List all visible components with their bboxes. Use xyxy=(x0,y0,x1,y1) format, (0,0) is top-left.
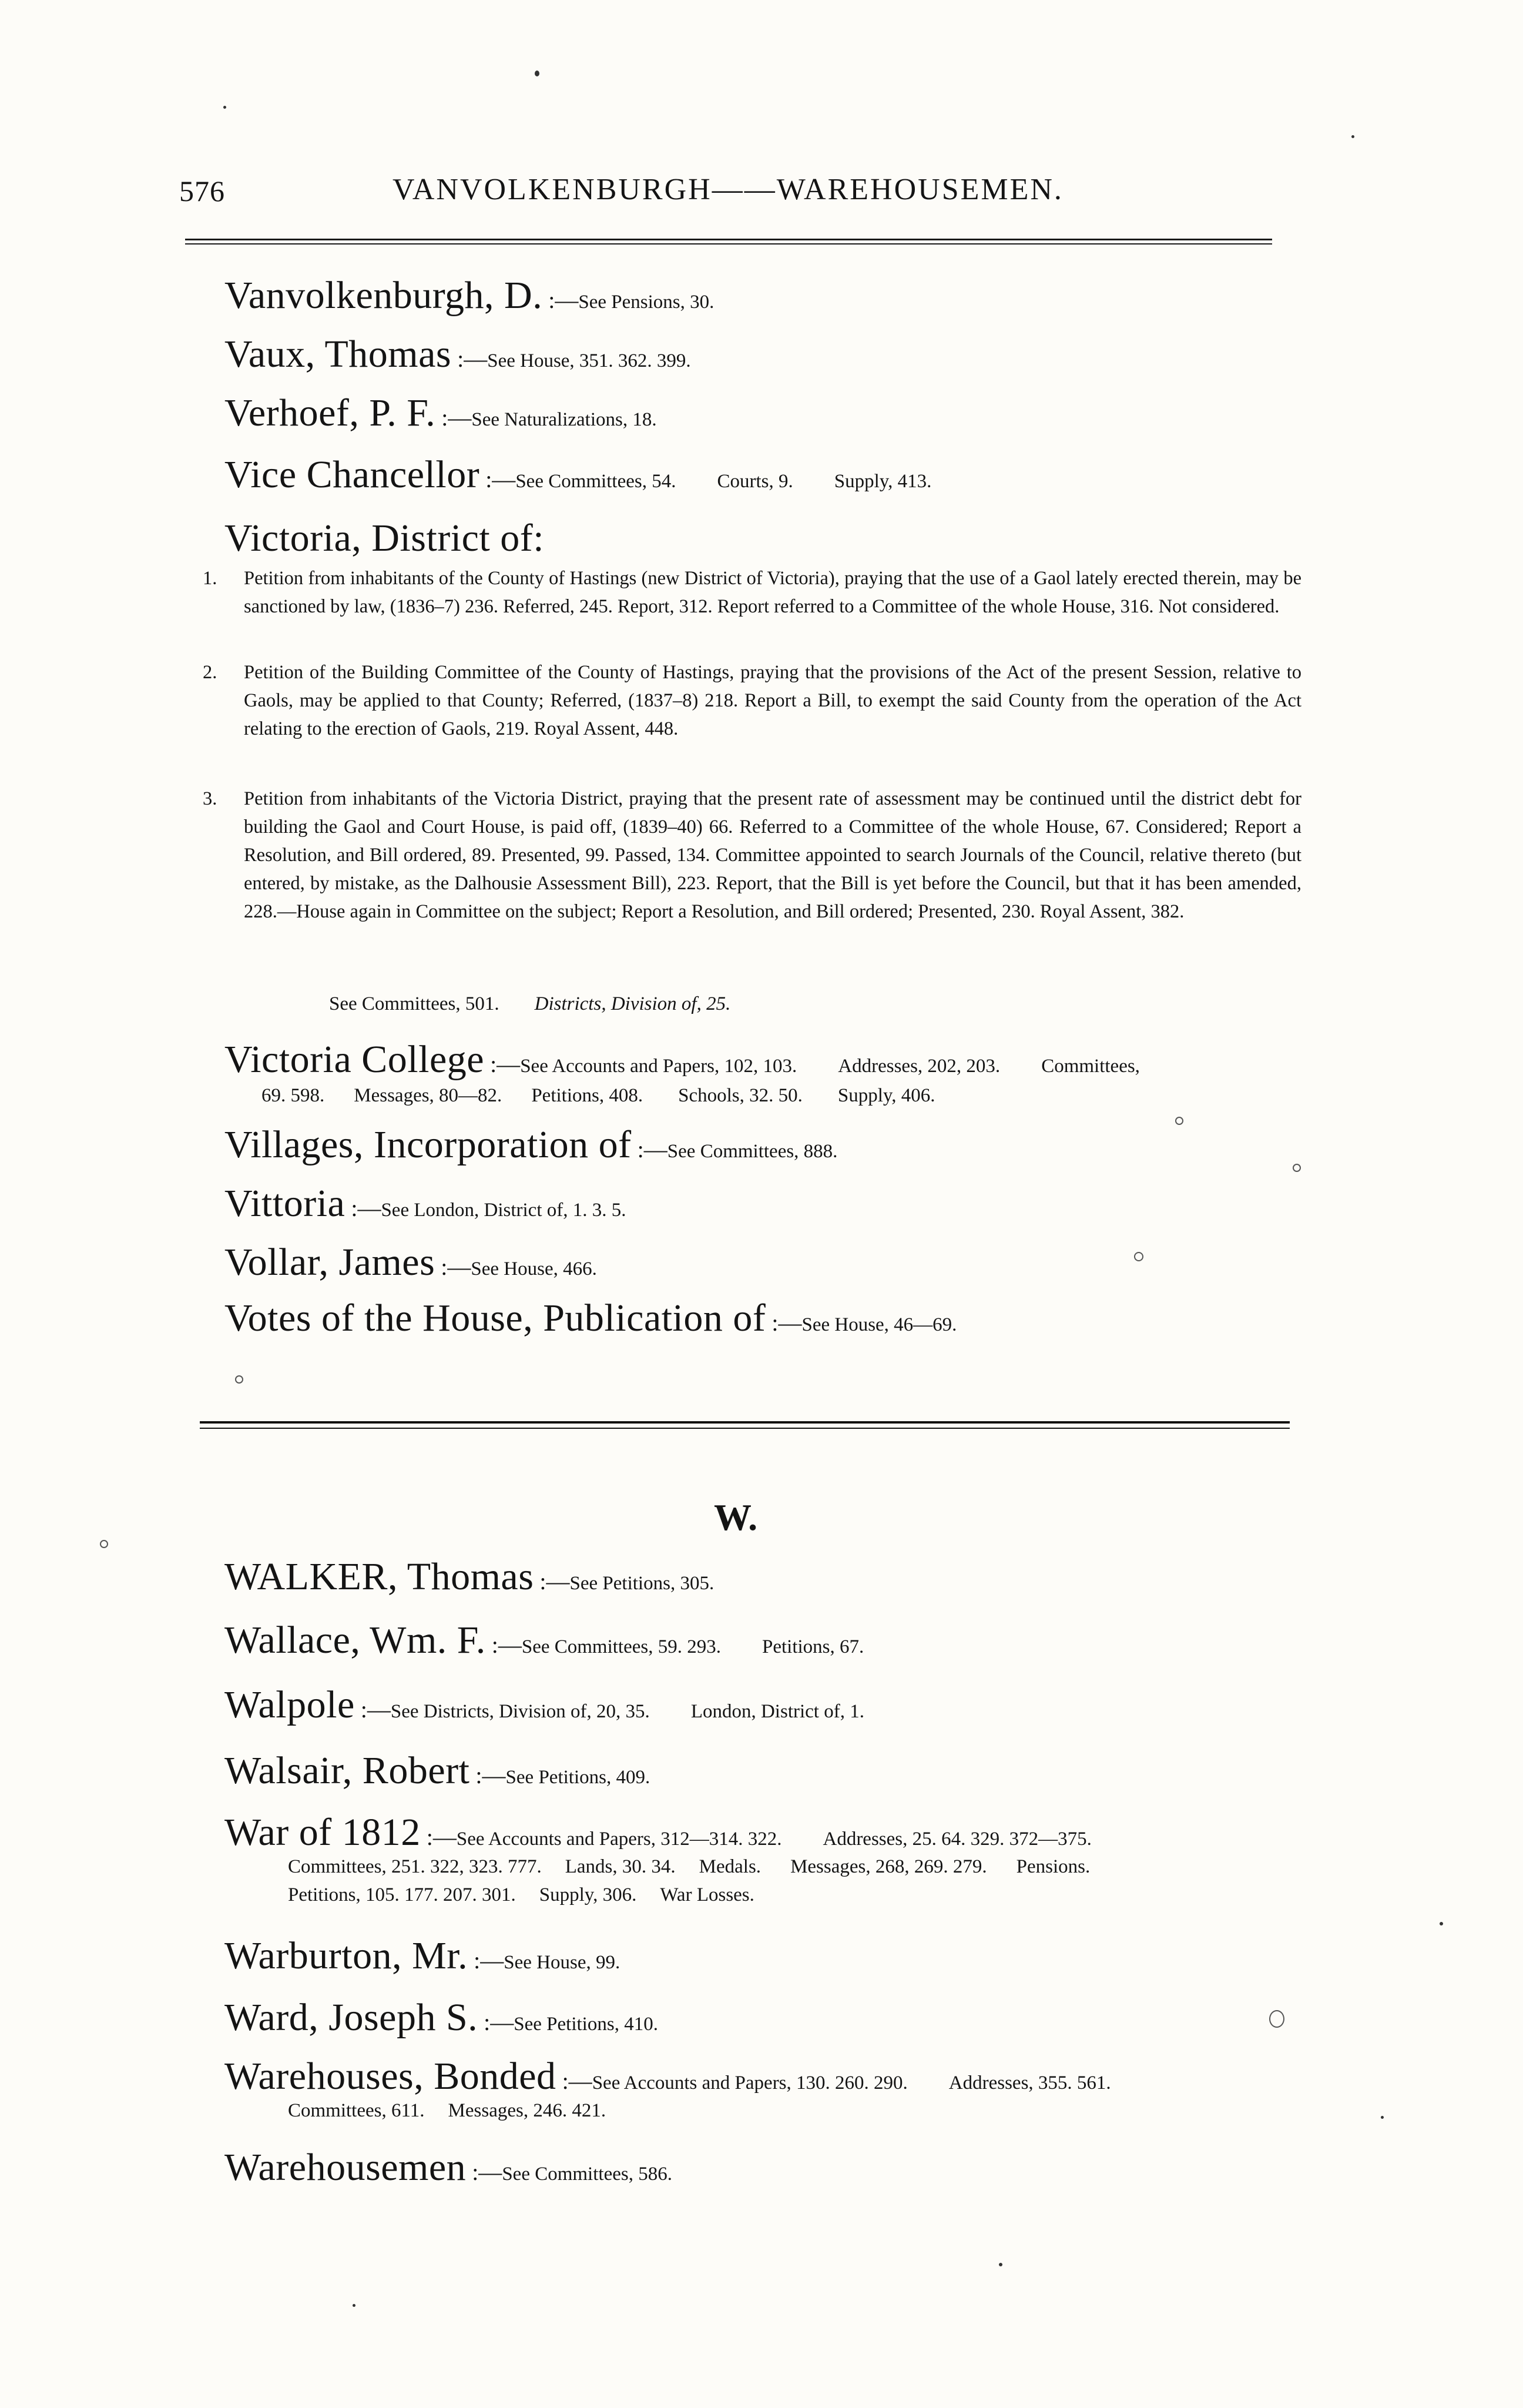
index-entry: Ward, Joseph S. :—See Petitions, 410. xyxy=(224,1996,658,2039)
entry-refs: See House, 46—69. xyxy=(801,1314,957,1335)
entry-term: Verhoef, P. F. xyxy=(224,391,436,434)
section-letter: W. xyxy=(714,1496,758,1538)
entry-refs: Messages, 268, 269. 279. xyxy=(790,1856,987,1877)
entry-term: Vaux, Thomas xyxy=(224,333,452,376)
entry-refs: Addresses, 202, 203. xyxy=(838,1056,1001,1077)
index-entry: Warburton, Mr. :—See House, 99. xyxy=(224,1934,620,1977)
entry-term: Walsair, Robert xyxy=(224,1749,470,1792)
page-number: 576 xyxy=(179,175,225,207)
entry-refs: See London, District of, 1. 3. 5. xyxy=(381,1200,626,1221)
index-entry: War of 1812 :—See Accounts and Papers, 312—314. 322. Addresses, 25. 64. 329. 372—375. xyxy=(224,1811,1092,1854)
entry-refs: See Committees, 59. 293. xyxy=(521,1636,721,1657)
entry-refs: 69. 598. xyxy=(261,1085,325,1106)
entry-refs: Petitions, 105. 177. 207. 301. xyxy=(288,1884,516,1905)
entry-term: Warehousemen xyxy=(224,2146,467,2189)
entry-refs: See Naturalizations, 18. xyxy=(471,409,657,430)
entry-refs: See Pensions, 30. xyxy=(578,292,714,313)
index-entry: Vanvolkenburgh, D. :—See Pensions, 30. xyxy=(224,274,714,317)
see-ref: Districts, Division of, 25. xyxy=(534,993,731,1014)
running-head: VANVOLKENBURGH——WAREHOUSEMEN. xyxy=(393,173,1064,206)
entry-term: Ward, Joseph S. xyxy=(224,1996,478,2039)
entry-refs: Courts, 9. xyxy=(717,471,793,492)
entry-term: Villages, Incorporation of xyxy=(224,1123,632,1166)
entry-refs: Addresses, 355. 561. xyxy=(948,2072,1111,2094)
index-entry: Warehouses, Bonded :—See Accounts and Papers, 130. 260. 290. Addresses, 355. 561. xyxy=(224,2055,1111,2098)
entry-refs: Schools, 32. 50. xyxy=(678,1085,803,1106)
entry-continuation xyxy=(288,2101,606,2121)
entry-term: Wallace, Wm. F. xyxy=(224,1619,486,1662)
entry-refs: See House, 99. xyxy=(504,1952,620,1973)
entry-refs: Messages, 80—82. xyxy=(354,1085,502,1106)
entry-refs: Supply, 306. xyxy=(539,1884,637,1905)
paper-speck xyxy=(1440,1922,1443,1925)
entry-refs: See Accounts and Papers, 130. 260. 290. xyxy=(592,2072,908,2094)
entry-continuation xyxy=(288,1885,754,1905)
entry-term: War of 1812 xyxy=(224,1811,421,1854)
entry-refs: See Committees, 54. xyxy=(515,471,676,492)
entry-term: Vittoria xyxy=(224,1182,345,1225)
paper-speck xyxy=(235,1375,243,1384)
entry-refs: See House, 351. 362. 399. xyxy=(487,350,691,371)
numbered-paragraph xyxy=(203,785,1301,926)
paragraph-number: 2. xyxy=(203,662,217,683)
index-entry: Vaux, Thomas :—See House, 351. 362. 399. xyxy=(224,333,691,376)
entry-refs: See Committees, 586. xyxy=(502,2163,672,2185)
index-entry: Walpole :—See Districts, Division of, 20, 35. London, District of, 1. xyxy=(224,1683,864,1726)
paper-speck xyxy=(1175,1117,1183,1125)
entry-term: Victoria College xyxy=(224,1038,485,1081)
entry-refs: Supply, 413. xyxy=(834,471,932,492)
entry-term: Warburton, Mr. xyxy=(224,1934,468,1977)
paper-speck xyxy=(1134,1252,1143,1261)
paper-speck xyxy=(1381,2116,1384,2119)
entry-term: WALKER, Thomas xyxy=(224,1555,534,1598)
entry-refs: See Petitions, 409. xyxy=(505,1767,650,1788)
paper-speck xyxy=(535,71,539,76)
entry-refs: See Accounts and Papers, 312—314. 322. xyxy=(456,1828,782,1850)
see-ref: See Committees, 501. xyxy=(329,993,499,1014)
entry-refs: Messages, 246. 421. xyxy=(448,2100,606,2121)
entry-refs: London, District of, 1. xyxy=(690,1701,864,1722)
entry-refs: See House, 466. xyxy=(471,1258,597,1280)
index-entry: Vice Chancellor :—See Committees, 54. Courts, 9. Supply, 413. xyxy=(224,453,932,496)
paper-speck xyxy=(1269,2010,1284,2028)
paragraph-text: Petition from inhabitants of the County of Hastings (new District of Victoria), praying that the use of a Gaol lately erected therein, may be sanctioned by law, (1836–7) 236. Referred, 245. Report, 312. Report referred to a Committee of the whole House, 316. Not considered. xyxy=(244,568,1301,617)
index-entry: Victoria College :—See Accounts and Papers, 102, 103. Addresses, 202, 203. Committees, xyxy=(224,1038,1140,1081)
entry-refs: Lands, 30. 34. xyxy=(565,1856,676,1877)
entry-refs: Supply, 406. xyxy=(837,1085,935,1106)
paper-speck xyxy=(1293,1164,1301,1172)
entry-refs: War Losses. xyxy=(660,1884,754,1905)
entry-term: Vice Chancellor xyxy=(224,453,480,496)
section-divider xyxy=(200,1421,1290,1429)
entry-refs: See Petitions, 305. xyxy=(569,1573,714,1594)
entry-refs: Pensions. xyxy=(1016,1856,1091,1877)
entry-refs: Addresses, 25. 64. 329. 372—375. xyxy=(823,1828,1092,1850)
header-rule-top xyxy=(185,239,1272,240)
numbered-paragraph xyxy=(203,564,1301,621)
index-entry: WALKER, Thomas :—See Petitions, 305. xyxy=(224,1555,714,1598)
entry-term: Vanvolkenburgh, D. xyxy=(224,274,543,317)
entry-refs: Committees, 611. xyxy=(288,2100,425,2121)
see-also-line xyxy=(329,993,730,1015)
entry-refs: Committees, 251. 322, 323. 777. xyxy=(288,1856,542,1877)
paper-speck xyxy=(1351,135,1354,138)
paper-speck xyxy=(999,2263,1002,2266)
entry-refs: See Districts, Division of, 20, 35. xyxy=(390,1701,650,1722)
entry-refs: See Accounts and Papers, 102, 103. xyxy=(520,1056,797,1077)
entry-term: Walpole xyxy=(224,1683,355,1726)
entry-term: Votes of the House, Publication of xyxy=(224,1297,766,1339)
paper-speck xyxy=(100,1540,108,1548)
paragraph-number: 1. xyxy=(203,568,217,589)
numbered-paragraph xyxy=(203,658,1301,743)
paper-speck xyxy=(223,106,226,109)
index-entry: Wallace, Wm. F. :—See Committees, 59. 293. Petitions, 67. xyxy=(224,1619,864,1662)
entry-refs: Committees, xyxy=(1041,1056,1140,1077)
index-entry: Vollar, James :—See House, 466. xyxy=(224,1241,597,1284)
entry-refs: Petitions, 67. xyxy=(762,1636,864,1657)
entry-term: Warehouses, Bonded xyxy=(224,2055,556,2098)
index-entry: Warehousemen :—See Committees, 586. xyxy=(224,2146,672,2189)
entry-refs: See Committees, 888. xyxy=(667,1141,838,1162)
paper-speck xyxy=(353,2304,355,2307)
paragraph-text: Petition from inhabitants of the Victoria District, praying that the present rate of assessment may be continued until the district debt for building the Gaol and Court House, is paid off, (1839–40) 66. Referred to a Committee of the whole House, 67. Considered; Report a Resolution, and Bill ordered, 89. Presented, 99. Passed, 134. Committee appointed to search Journals of the Council, relative thereto (but entered, by mistake, as the Dalhousie Assessment Bill), 223. Report, that the Bill is yet before the Council, but that it has been amended, 228.—House again in Committee on the subject; Report a Resolution, and Bill ordered; Presented, 230. Royal Assent, 382. xyxy=(244,788,1301,922)
index-entry: Walsair, Robert :—See Petitions, 409. xyxy=(224,1749,650,1792)
paragraph-text: Petition of the Building Committee of the County of Hastings, praying that the provisions of the Act of the present Session, relative to Gaols, may be applied to that County; Referred, (1837–8) 218. Report a Bill, to exempt the said County from the operation of the Act relating to the erection of Gaols, 219. Royal Assent, 448. xyxy=(244,662,1301,739)
entry-refs: Petitions, 408. xyxy=(531,1085,643,1106)
entry-refs: See Petitions, 410. xyxy=(514,2014,658,2035)
header-rule-bottom xyxy=(185,243,1272,245)
index-entry: Verhoef, P. F. :—See Naturalizations, 18. xyxy=(224,391,657,434)
index-entry: Vittoria :—See London, District of, 1. 3. 5. xyxy=(224,1182,626,1225)
entry-continuation xyxy=(261,1086,935,1106)
index-entry: Villages, Incorporation of :—See Committees, 888. xyxy=(224,1123,838,1166)
entry-refs: Medals. xyxy=(699,1856,762,1877)
entry-heading: Victoria, District of: xyxy=(224,517,545,560)
entry-term: Vollar, James xyxy=(224,1241,435,1284)
index-entry: Votes of the House, Publication of :—See House, 46—69. xyxy=(224,1297,957,1339)
paragraph-number: 3. xyxy=(203,788,217,809)
entry-continuation xyxy=(288,1857,1090,1877)
